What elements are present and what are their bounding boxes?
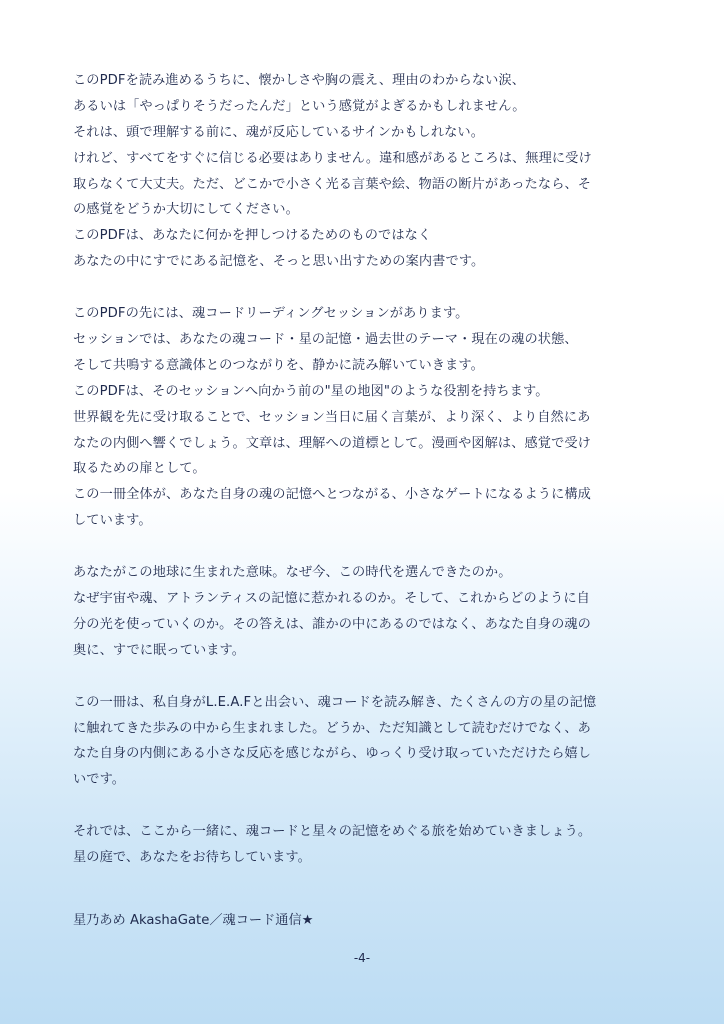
author-signature: 星乃あめ AkashaGate／魂コード通信★ (73, 913, 314, 928)
text-line: 世界観を先に受け取ることで、セッション当日に届く言葉が、より深く、より自然にあ (73, 409, 591, 425)
text-line: に触れてきた歩みの中から生まれました。どうか、ただ知識として読むだけでなく、あ (73, 720, 591, 736)
text-line: このPDFの先には、魂コードリーディングセッションがあります。 (73, 306, 469, 322)
paragraph-origin (73, 690, 658, 794)
text-line: セッションでは、あなたの魂コード・星の記憶・過去世のテーマ・現在の魂の状態、 (73, 332, 578, 348)
text-line: なた自身の内側にある小さな反応を感じながら、ゆっくり受け取っていただけたら嬉し (73, 746, 592, 762)
text-line: この一冊全体が、あなた自身の魂の記憶へとつながる、小さなゲートになるように構成 (73, 487, 591, 503)
text-line: この一冊は、私自身がL.E.A.Fと出会い、魂コードを読み解き、たくさんの方の星の記憶 (73, 694, 597, 710)
text-line: 取るための扉として。 (73, 461, 206, 477)
text-line: あなたがこの地球に生まれた意味。なぜ今、この時代を選んできたのか。 (73, 565, 512, 581)
paragraph-meaning (73, 560, 658, 664)
text-line: なたの内側へ響くでしょう。文章は、理解への道標として。漫画や図解は、感覚で受け (73, 435, 591, 451)
text-line: あなたの中にすでにある記憶を、そっと思い出すための案内書です。 (73, 254, 485, 270)
text-line: それは、頭で理解する前に、魂が反応しているサインかもしれない。 (73, 124, 484, 140)
body-text (73, 68, 658, 897)
text-line: なぜ宇宙や魂、アトランティスの記憶に惹かれるのか。そして、これからどのように自 (73, 591, 590, 607)
text-line: けれど、すべてをすぐに信じる必要はありません。違和感があるところは、無理に受け (73, 150, 592, 166)
text-line: そして共鳴する意識体とのつながりを、静かに読み解いていきます。 (73, 357, 484, 373)
text-line: あるいは「やっぱりそうだったんだ」という感覚がよぎるかもしれません。 (73, 98, 526, 114)
paragraph-closing (73, 819, 658, 871)
paragraph-intro (73, 68, 658, 275)
text-line: 星の庭で、あなたをお待ちしています。 (73, 850, 311, 866)
text-line: このPDFは、そのセッションへ向かう前の"星の地図"のような役割を持ちます。 (73, 383, 549, 399)
text-line: それでは、ここから一緒に、魂コードと星々の記憶をめぐる旅を始めていきましょう。 (73, 824, 592, 840)
text-line: このPDFを読み進めるうちに、懐かしさや胸の震え、理由のわからない涙、 (73, 73, 525, 88)
text-line: しています。 (73, 513, 152, 529)
text-line: の感覚をどうか大切にしてください。 (73, 202, 299, 218)
text-line: 奥に、すでに眠っています。 (73, 642, 246, 658)
text-line: 分の光を使っていくのか。その答えは、誰かの中にあるのではなく、あなた自身の魂の (73, 616, 591, 632)
text-line: 取らなくて大丈夫。ただ、どこかで小さく光る言葉や絵、物語の断片があったなら、そ (73, 176, 592, 192)
page-number: -4- (353, 951, 371, 965)
text-line: いです。 (73, 772, 126, 788)
paragraph-session (73, 301, 658, 534)
text-line: このPDFは、あなたに何かを押しつけるためのものではなく (73, 228, 432, 244)
